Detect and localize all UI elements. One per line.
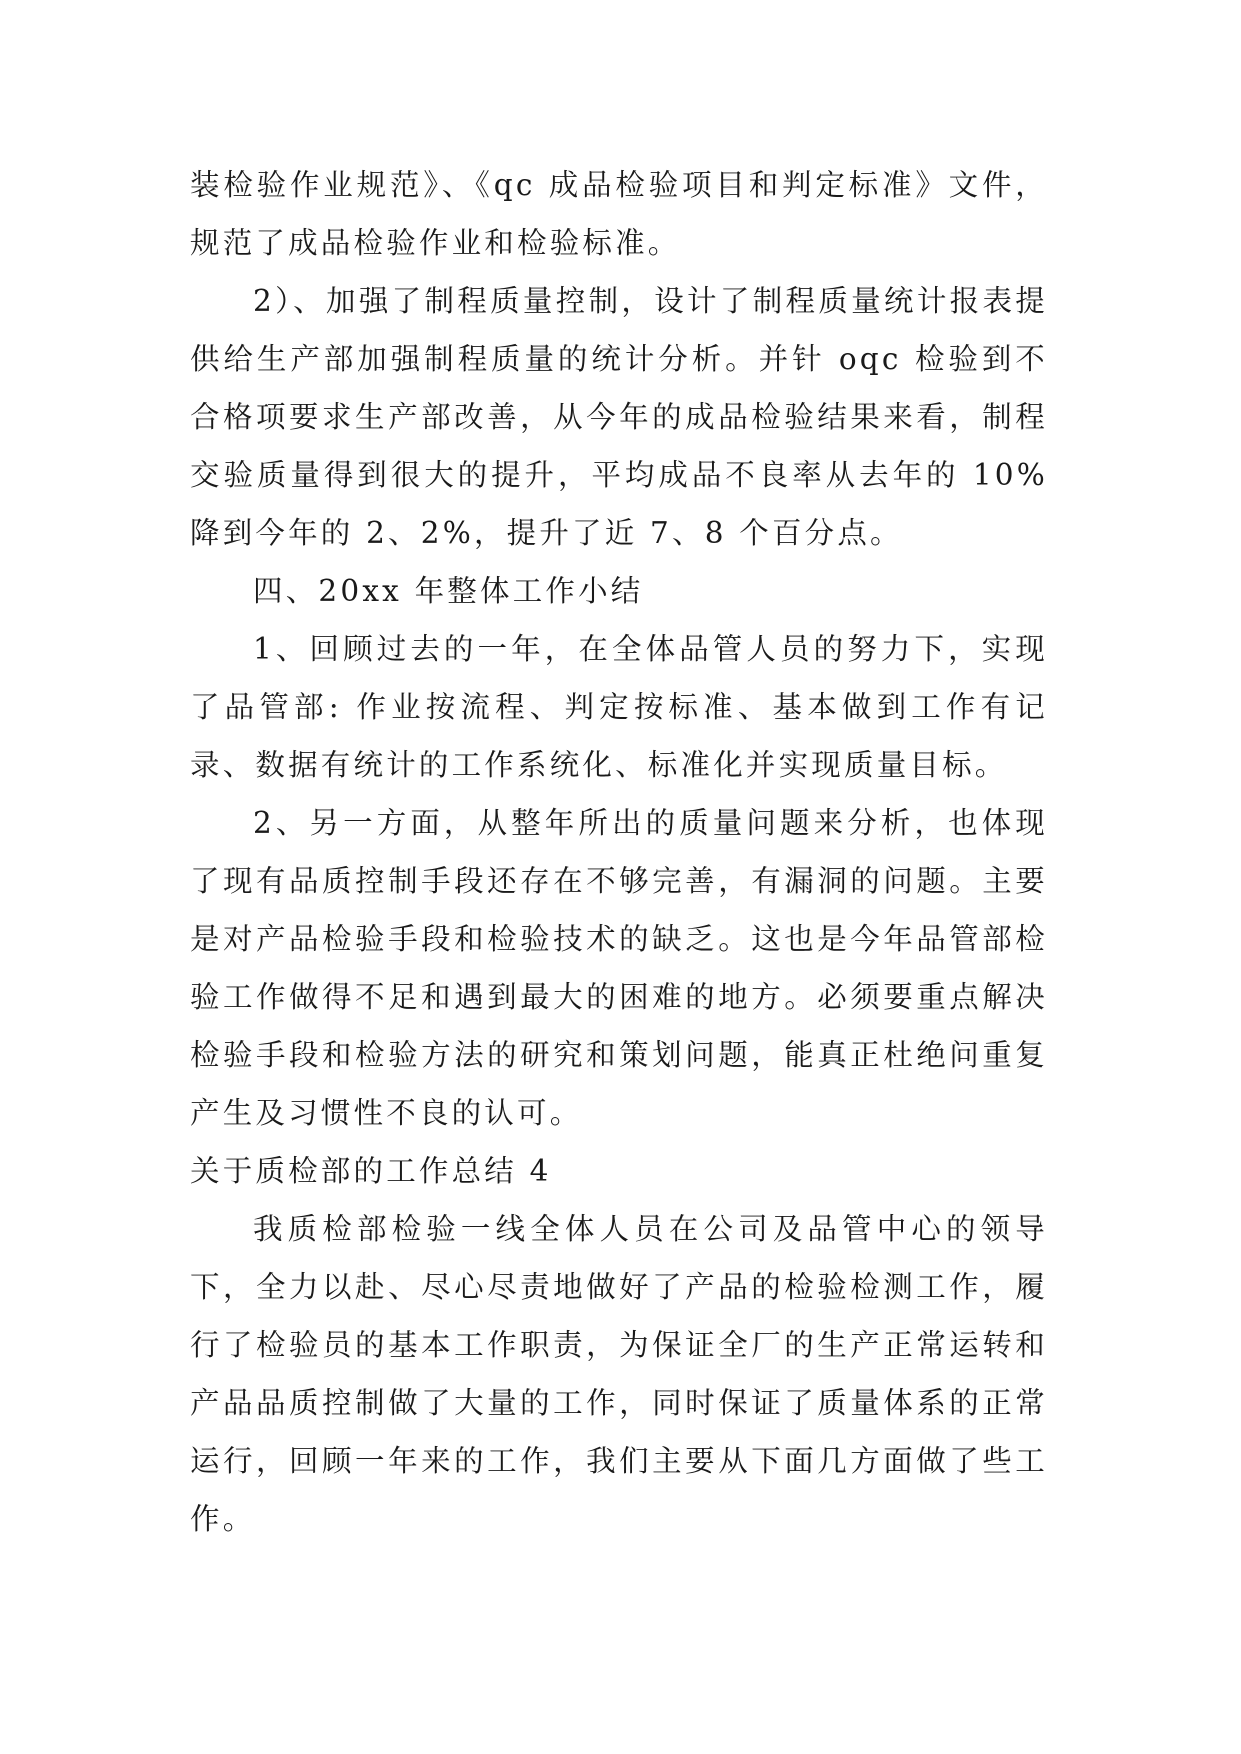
section-heading-summary: 四、20xx 年整体工作小结 [253,574,644,608]
paragraph-review-past-year: 1、回顾过去的一年，在全体品管人员的努力下，实现了品管部: 作业按流程、判定按标准、基本做到工作有记录、数据有统计的工作系统化、标准化并实现质量目标。 [190,632,1048,782]
paragraph-process-control: 2）、加强了制程质量控制，设计了制程质量统计报表提供给生产部加强制程质量的统计分析。并针 oqc 检验到不合格项要求生产部改善，从今年的成品检验结果来看，制程交验质量得到很大的提升，平均成品不良率从去年的 10%降到今年的 2、2%，提升了近 7、8 个百分点。 [190,284,1048,550]
document-body [190,156,1048,1548]
paragraph-intro-summary-4: 我质检部检验一线全体人员在公司及品管中心的领导下，全力以赴、尽心尽责地做好了产品的检验检测工作，履行了检验员的基本工作职责，为保证全厂的生产正常运转和产品品质控制做了大量的工作，同时保证了质量体系的正常运行，回顾一年来的工作，我们主要从下面几方面做了些工作。 [190,1212,1048,1536]
paragraph-continued: 装检验作业规范》、《qc 成品检验项目和判定标准》文件，规范了成品检验作业和检验标准。 [190,168,1048,260]
document-section-title: 关于质检部的工作总结 4 [190,1154,552,1188]
paragraph-problems-analysis: 2、另一方面，从整年所出的质量问题来分析，也体现了现有品质控制手段还存在不够完善，有漏洞的问题。主要是对产品检验手段和检验技术的缺乏。这也是今年品管部检验工作做得不足和遇到最大的困难的地方。必须要重点解决检验手段和检验方法的研究和策划问题，能真正杜绝问重复产生及习惯性不良的认可。 [190,806,1048,1130]
